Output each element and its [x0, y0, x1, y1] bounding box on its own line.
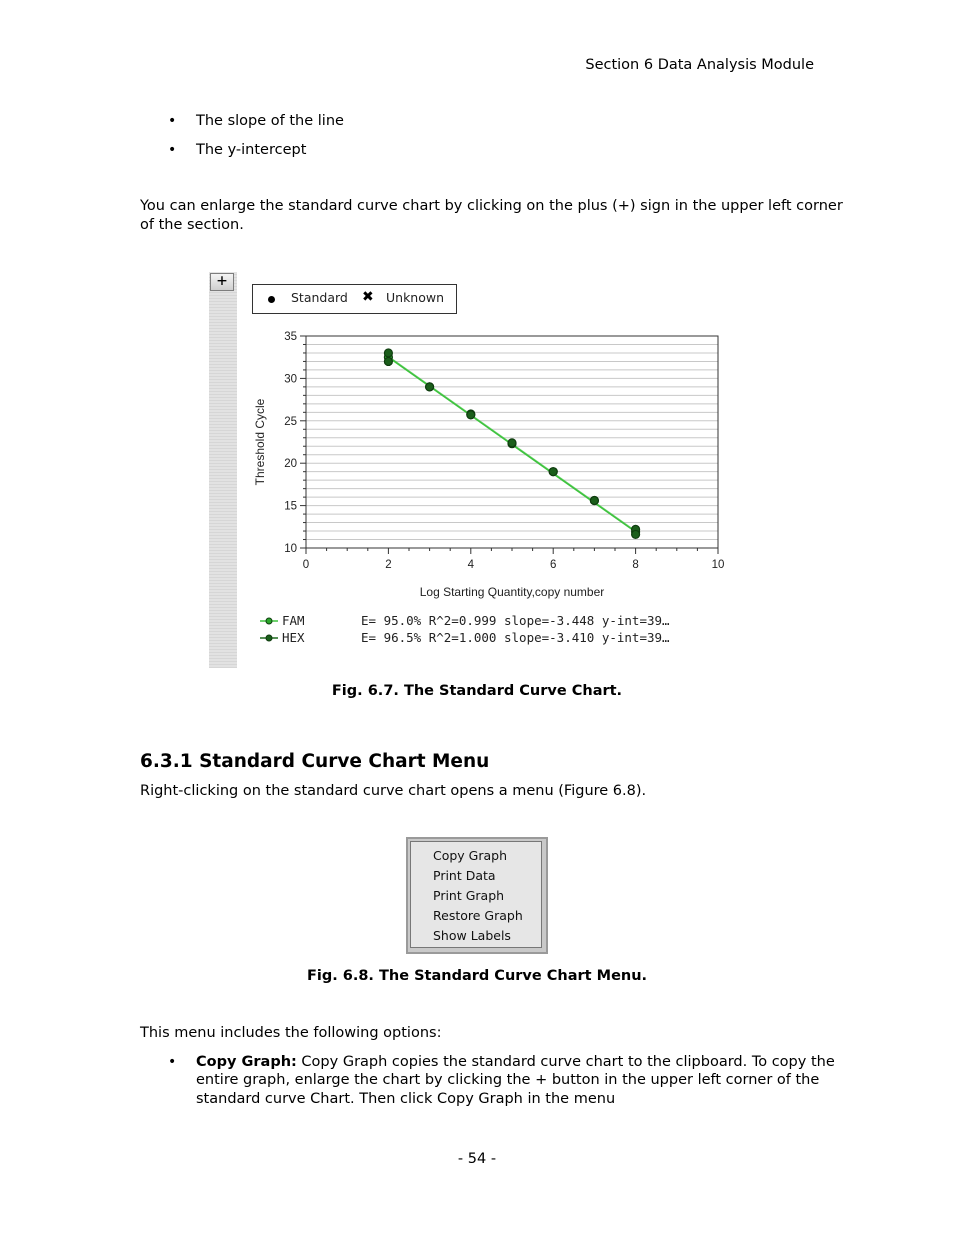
- x-tick-label: 10: [711, 559, 725, 571]
- option-term: Copy Graph:: [196, 1054, 297, 1070]
- data-point-hex: [590, 497, 598, 505]
- figure-caption: Fig. 6.8. The Standard Curve Chart Menu.: [306, 968, 648, 984]
- section-text: Right-clicking on the standard curve chart opens a menu (Figure 6.8).: [140, 783, 647, 799]
- standard-curve-chart[interactable]: [240, 320, 740, 660]
- legend-marker-fam: [266, 618, 272, 624]
- x-tick-label: 4: [467, 559, 475, 571]
- bullet-intercept: The y-intercept: [196, 142, 307, 158]
- option-copy-graph-line2: entire graph, enlarge the chart by clicking the + button in the upper left corner of the: [196, 1072, 820, 1088]
- intro-paragraph-line1: You can enlarge the standard curve chart by clicking on the plus (+) sign in the upper left corner: [140, 198, 843, 214]
- page-number: - 54 -: [457, 1151, 497, 1167]
- legend-series-name: HEX: [282, 630, 305, 645]
- menu-item-copy-graph[interactable]: Copy Graph: [433, 848, 508, 863]
- standard-dot-icon: [268, 296, 275, 303]
- options-intro: This menu includes the following options:: [140, 1025, 442, 1041]
- bullet-slope: The slope of the line: [196, 113, 344, 129]
- menu-item-print-graph[interactable]: Print Graph: [433, 888, 505, 903]
- data-point-hex: [384, 357, 392, 365]
- option-copy-graph-line1: [196, 1053, 835, 1072]
- data-point-hex: [508, 439, 516, 447]
- bullet-marker: •: [168, 142, 177, 158]
- legend-marker-hex: [266, 635, 272, 641]
- unknown-cross-icon: ✖: [362, 289, 374, 305]
- y-tick-label: 15: [284, 500, 297, 513]
- enlarge-chart-button[interactable]: +: [210, 273, 234, 291]
- data-point-hex: [426, 383, 434, 391]
- legend-series-name: FAM: [282, 613, 305, 628]
- data-point-hex: [384, 349, 392, 357]
- chart-side-panel: [209, 272, 237, 668]
- page-header: Section 6 Data Analysis Module: [585, 57, 814, 73]
- x-tick-label: 8: [632, 559, 639, 571]
- fit-stats-fam: E= 95.0% R^2=0.999 slope=-3.448 y-int=39…: [361, 613, 670, 628]
- menu-item-restore-graph[interactable]: Restore Graph: [433, 908, 523, 923]
- context-menu: [406, 837, 548, 954]
- y-tick-label: 35: [284, 331, 297, 343]
- x-tick-label: 2: [385, 559, 392, 571]
- legend-standard-label: Standard: [291, 290, 348, 305]
- data-point-hex: [467, 411, 475, 419]
- y-axis-label: Threshold Cycle: [253, 398, 267, 486]
- x-tick-label: 0: [302, 559, 310, 571]
- menu-item-print-data[interactable]: Print Data: [433, 868, 496, 883]
- x-axis-label: Log Starting Quantity,copy number: [419, 585, 605, 599]
- fit-stats-hex: E= 96.5% R^2=1.000 slope=-3.410 y-int=39…: [361, 630, 670, 645]
- y-tick-label: 25: [284, 415, 297, 428]
- intro-paragraph-line2: of the section.: [140, 217, 244, 233]
- menu-item-show-labels[interactable]: Show Labels: [433, 928, 511, 943]
- section-heading: 6.3.1 Standard Curve Chart Menu: [140, 751, 490, 772]
- data-point-hex: [549, 468, 557, 476]
- y-tick-label: 20: [284, 458, 297, 471]
- bullet-marker: •: [168, 1054, 177, 1070]
- option-description: Copy Graph copies the standard curve chart to the clipboard. To copy the: [296, 1054, 835, 1070]
- y-tick-label: 30: [284, 373, 297, 386]
- legend-unknown-label: Unknown: [386, 290, 445, 305]
- bullet-marker: •: [168, 113, 177, 129]
- x-tick-label: 6: [549, 559, 557, 571]
- option-copy-graph-line3: standard curve Chart. Then click Copy Graph in the menu: [196, 1091, 616, 1107]
- y-tick-label: 10: [284, 543, 297, 555]
- data-point-hex: [632, 530, 640, 538]
- figure-caption: Fig. 6.7. The Standard Curve Chart.: [331, 683, 623, 699]
